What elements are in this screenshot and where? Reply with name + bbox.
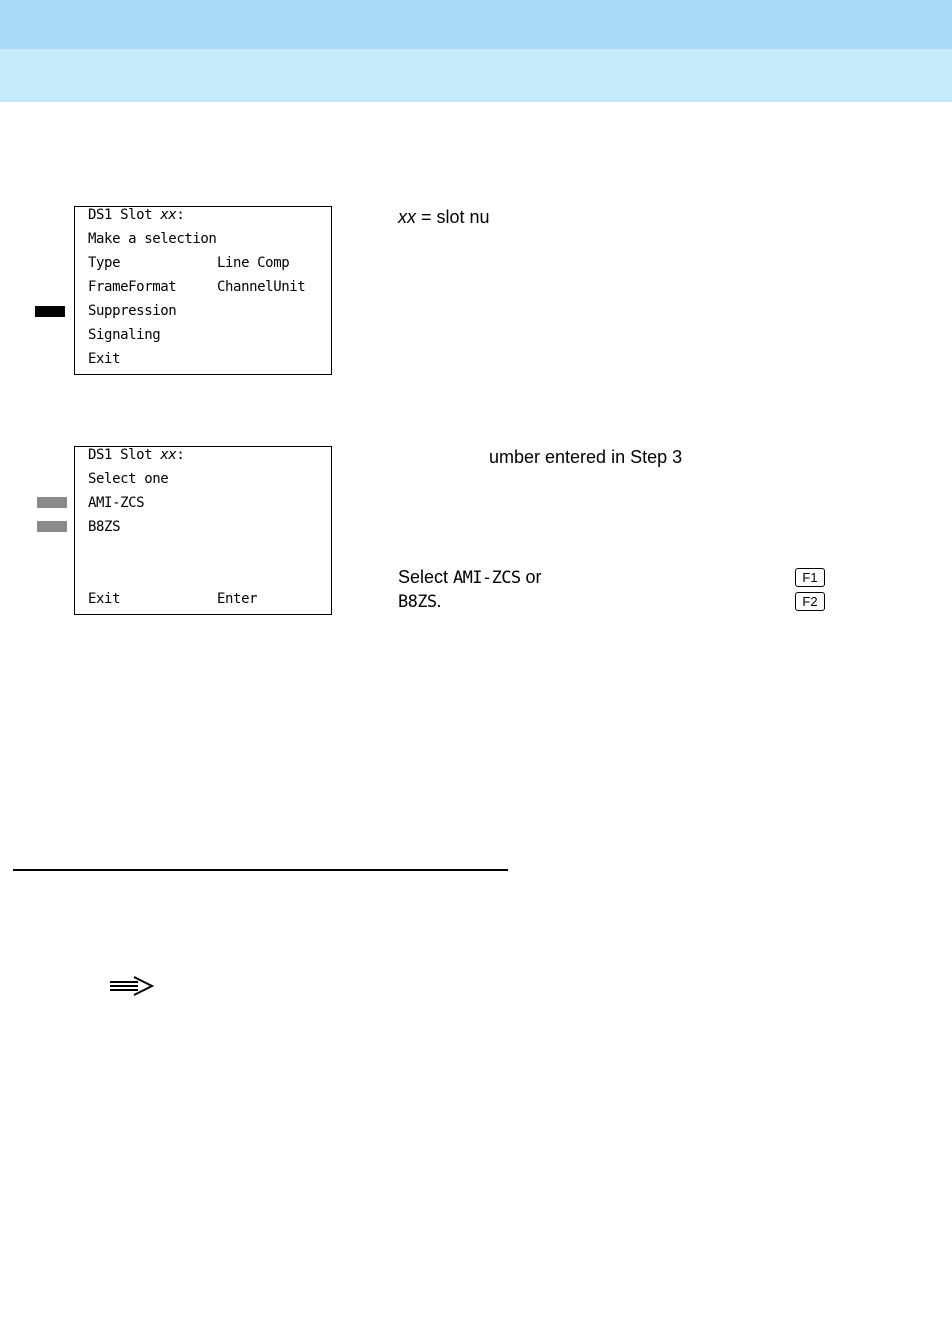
softkey-suppression-selected[interactable] [35,306,65,317]
menu-item-suppression[interactable]: Suppression [88,303,177,319]
menu-item-signaling[interactable]: Signaling [88,327,161,343]
menu-item-exit[interactable]: Exit [88,591,121,607]
console-screen-main-menu [74,206,332,375]
menu-item-frameformat[interactable]: FrameFormat [88,279,177,295]
console-screen-suppression [74,446,332,615]
screen-title: DS1 Slot xx: [88,207,185,223]
option-b8zs[interactable]: B8ZS [88,519,121,535]
instruction-line-1: Select AMI-ZCS or [398,567,542,588]
f1-key[interactable]: F1 [795,568,825,587]
menu-item-type[interactable]: Type [88,255,121,271]
softkey-ami-zcs[interactable] [37,497,67,508]
header-band-top [0,0,952,49]
slot-note: xx = slot nu [398,207,490,227]
option-ami-zcs[interactable]: AMI-ZCS [88,495,145,511]
section-divider [13,869,508,871]
header-band-bottom [0,49,952,102]
softkey-b8zs[interactable] [37,521,67,532]
f2-key[interactable]: F2 [795,592,825,611]
menu-item-line-comp[interactable]: Line Comp [217,255,290,271]
screen-prompt: Select one [88,471,169,487]
menu-item-enter[interactable]: Enter [217,591,258,607]
menu-item-exit[interactable]: Exit [88,351,121,367]
screen-title: DS1 Slot xx: [88,447,185,463]
note-arrow-icon [108,976,154,996]
menu-item-channelunit[interactable]: ChannelUnit [217,279,306,295]
slot-number-note: umber entered in Step 3 [489,447,683,467]
screen-prompt: Make a selection [88,231,217,247]
instruction-line-2: B8ZS. [398,591,442,612]
